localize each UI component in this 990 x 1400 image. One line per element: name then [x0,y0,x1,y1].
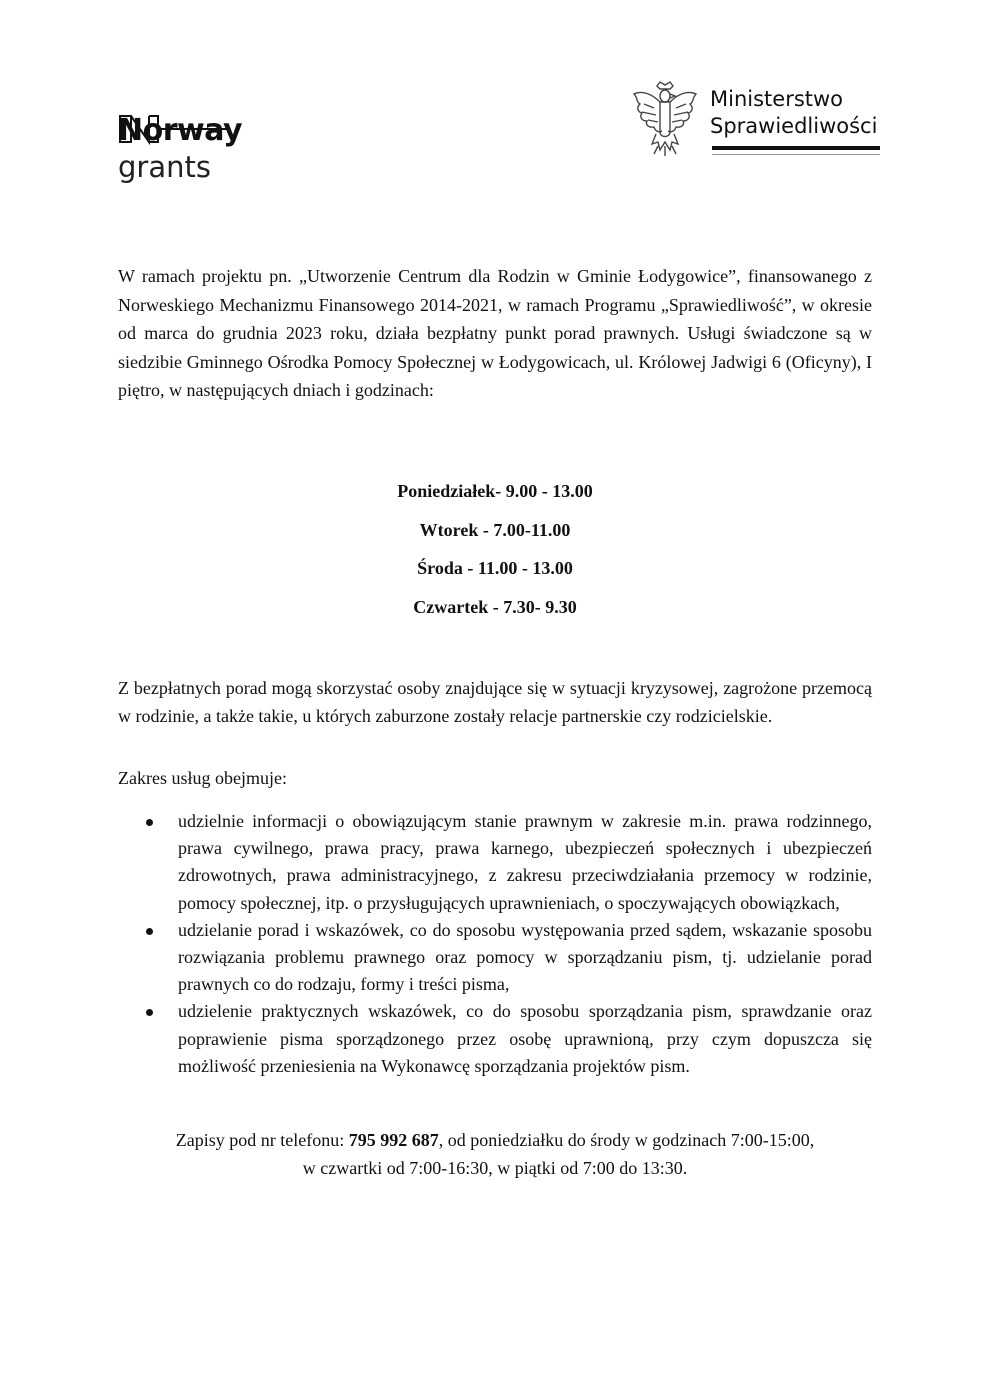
intro-paragraph: W ramach projektu pn. „Utworzenie Centrum dla Rodzin w Gminie Łodygowice”, finansowanego z Norweskiego Mechanizmu Finansowego 2014-2021, w ramach Programu „Sprawiedliwość”, w okresie od marca do grudnia 2023 roku, działa bezpłatny punkt porad prawnych. Usługi świadczone są w siedzibie Gminnego Ośrodka Pomocy Społecznej w Łodygowicach, ul. Królowej Jadwigi 6 (Oficyny), I piętro, w następujących dniach i godzinach: [118,266,872,400]
phone-number: 795 992 687 [348,1130,439,1150]
bullet-icon [146,928,153,935]
registration-suffix: , od poniedziałku do środy w godzinach 7:00-15:00, [438,1130,815,1150]
list-item [118,998,872,1080]
eagle-emblem-icon [630,80,700,158]
scope-list [118,808,872,1080]
list-item [118,808,872,917]
ministry-name-line2: Sprawiedliwości [710,114,878,138]
eligibility-paragraph: Z bezpłatnych porad mogą skorzystać osoby znajdujące się w sytuacji kryzysowej, zagrożone przemocą w rodzinie, a także takie, u których zaburzone zostały relacje partnerskie czy rodzicielskie. [118,678,872,726]
norway-logo-text: Norway [118,113,243,148]
scope-heading: Zakres usług obejmuje: [118,768,287,788]
ministry-name [710,86,877,140]
office-hours [118,478,872,632]
hours-wednesday: Środa - 11.00 - 13.00 [417,558,573,578]
ministry-name-line1: Ministerstwo [710,87,844,111]
bullet-icon [146,1009,153,1016]
registration-line1 [118,1126,872,1154]
list-item [118,917,872,999]
registration-prefix: Zapisy pod nr telefonu: [175,1130,349,1150]
hours-monday: Poniedziałek- 9.00 - 13.00 [397,481,593,501]
bullet-icon [146,819,153,826]
hours-tuesday: Wtorek - 7.00-11.00 [419,519,571,540]
ministry-logo [630,80,890,160]
grants-logo-text: grants [118,150,211,184]
registration-line2: w czwartki od 7:00-16:30, w piątki od 7:00 do 13:30. [302,1158,688,1178]
ministry-underline [712,146,880,150]
list-item-text: udzielanie porad i wskazówek, co do sposobu występowania przed sądem, wskazanie sposobu rozwiązania problemu prawnego oraz pomocy w sporządzaniu pism, tj. udzielanie porad prawnych co do rodzaju, formy i treści pisma, [178,919,872,995]
list-item-text: udzielnie informacji o obowiązującym stanie prawnym w zakresie m.in. prawa rodzinnego, prawa cywilnego, prawa pracy, prawa karnego, ubezpieczeń społecznych i ubezpieczeń zdrowotnych, prawa administracyjnego, z zakresu przeciwdziałania przemocy w rodzinie, pomocy społecznej, itp. o przysługujących uprawnieniach, o spoczywających obowiązkach, [178,811,872,913]
ministry-underline-thin [712,154,880,155]
registration-info [118,1126,872,1182]
hours-thursday: Czwartek - 7.30- 9.30 [413,596,577,617]
list-item-text: udzielenie praktycznych wskazówek, co do sposobu sporządzania pism, sprawdzanie oraz poprawienie pisma sporządzonego przez osobę uprawnioną, przy czym dopuszcza się możliwość przeniesienia na Wykonawcę sporządzania projektów pism. [178,1001,872,1076]
